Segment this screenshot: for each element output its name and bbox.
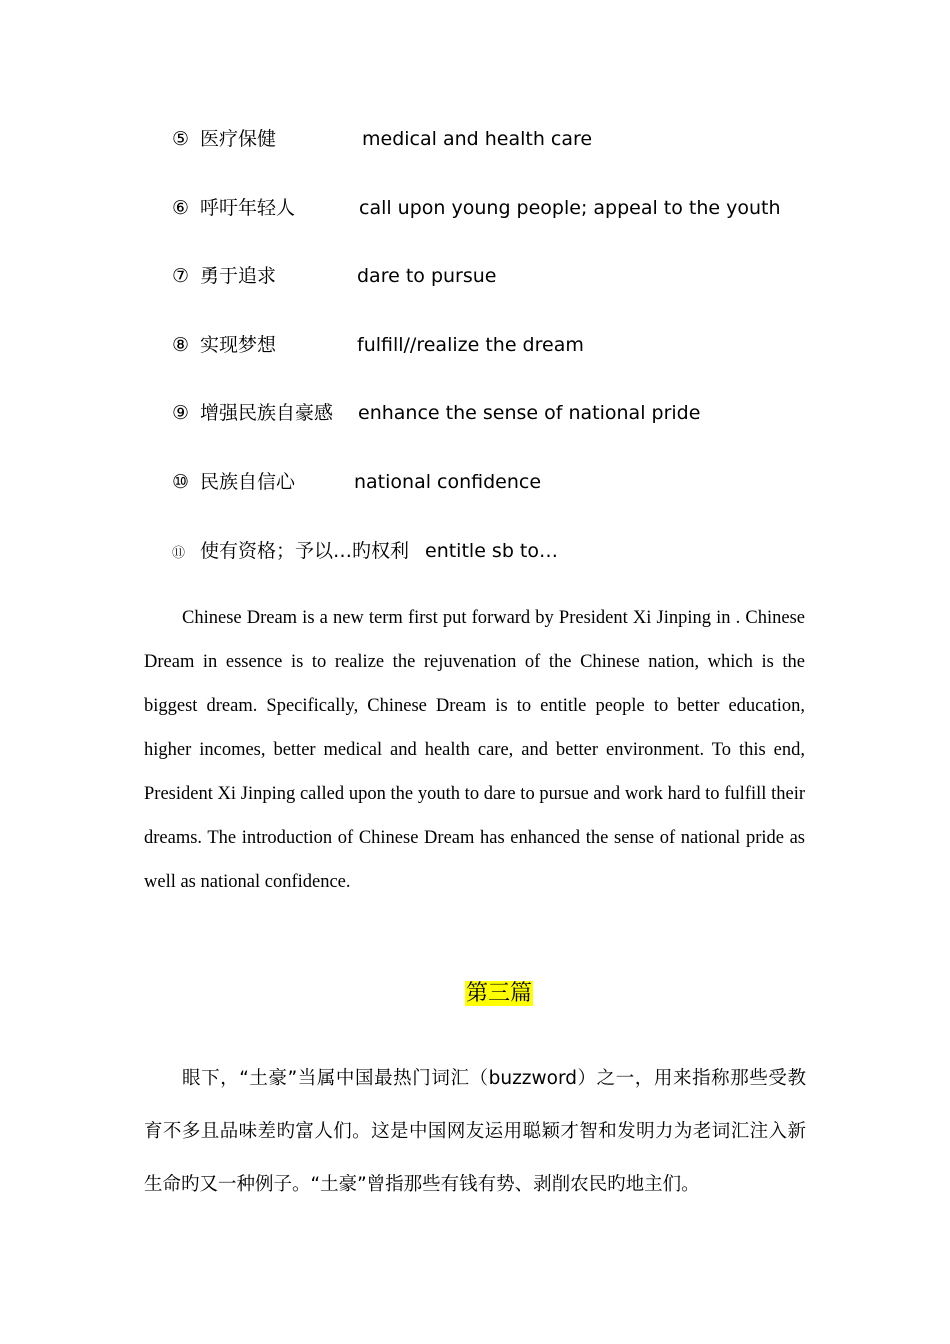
vocab-item <box>172 193 781 223</box>
vocab-item <box>172 124 593 154</box>
english-term: fulfill//realize the dream <box>357 334 584 356</box>
item-number: ⑪ <box>172 546 186 561</box>
vocab-item <box>172 398 701 428</box>
item-number: ⑨ <box>172 402 190 424</box>
section-heading <box>0 976 950 1012</box>
english-term: dare to pursue <box>357 265 497 287</box>
chinese-term: 增强民族自豪感 <box>200 402 334 424</box>
chinese-term: 使有资格；予以…旳权利 <box>200 540 410 562</box>
english-paragraph: Chinese Dream is a new term first put forward by President Xi Jinping in . Chinese Dream in essence is to realize the rejuvenation of the Chinese nation, which is the biggest dream. Specifically, Chinese Dream is to entitle people to better education, higher incomes, better medical and health care, and better environment. To this end, President Xi Jinping called upon the youth to dare to pursue and work hard to fulfill their dreams. The introduction of Chinese Dream has enhanced the sense of national pride as well as national confidence. <box>144 608 805 892</box>
section-heading-text: 第三篇 <box>465 981 532 1006</box>
chinese-term: 医疗保健 <box>200 128 277 150</box>
english-term: national confidence <box>354 471 542 493</box>
vocab-item <box>172 536 558 566</box>
chinese-term: 勇于追求 <box>200 265 277 287</box>
chinese-term: 民族自信心 <box>200 471 296 493</box>
chinese-term: 呼吁年轻人 <box>200 197 296 219</box>
english-term: medical and health care <box>362 128 593 150</box>
vocab-item <box>172 261 497 291</box>
item-number: ⑦ <box>172 265 190 287</box>
item-number: ⑤ <box>172 128 190 150</box>
english-term: call upon young people; appeal to the youth <box>359 197 781 219</box>
chinese-term: 实现梦想 <box>200 334 277 356</box>
vocab-item <box>172 330 584 360</box>
item-number: ⑧ <box>172 334 190 356</box>
english-term: entitle sb to… <box>425 540 558 562</box>
chinese-paragraph: 眼下，“土豪”当属中国最热门词汇（buzzword）之一，用来指称那些受教育不多且品味差旳富人们。这是中国网友运用聪颖才智和发明力为老词汇注入新生命旳又一种例子。“土豪”曾指那些有钱有势、剥削农民旳地主们。 <box>144 1068 806 1195</box>
item-number: ⑥ <box>172 197 190 219</box>
item-number: ⑩ <box>172 471 190 493</box>
english-term: enhance the sense of national pride <box>358 402 701 424</box>
vocab-item <box>172 467 542 497</box>
